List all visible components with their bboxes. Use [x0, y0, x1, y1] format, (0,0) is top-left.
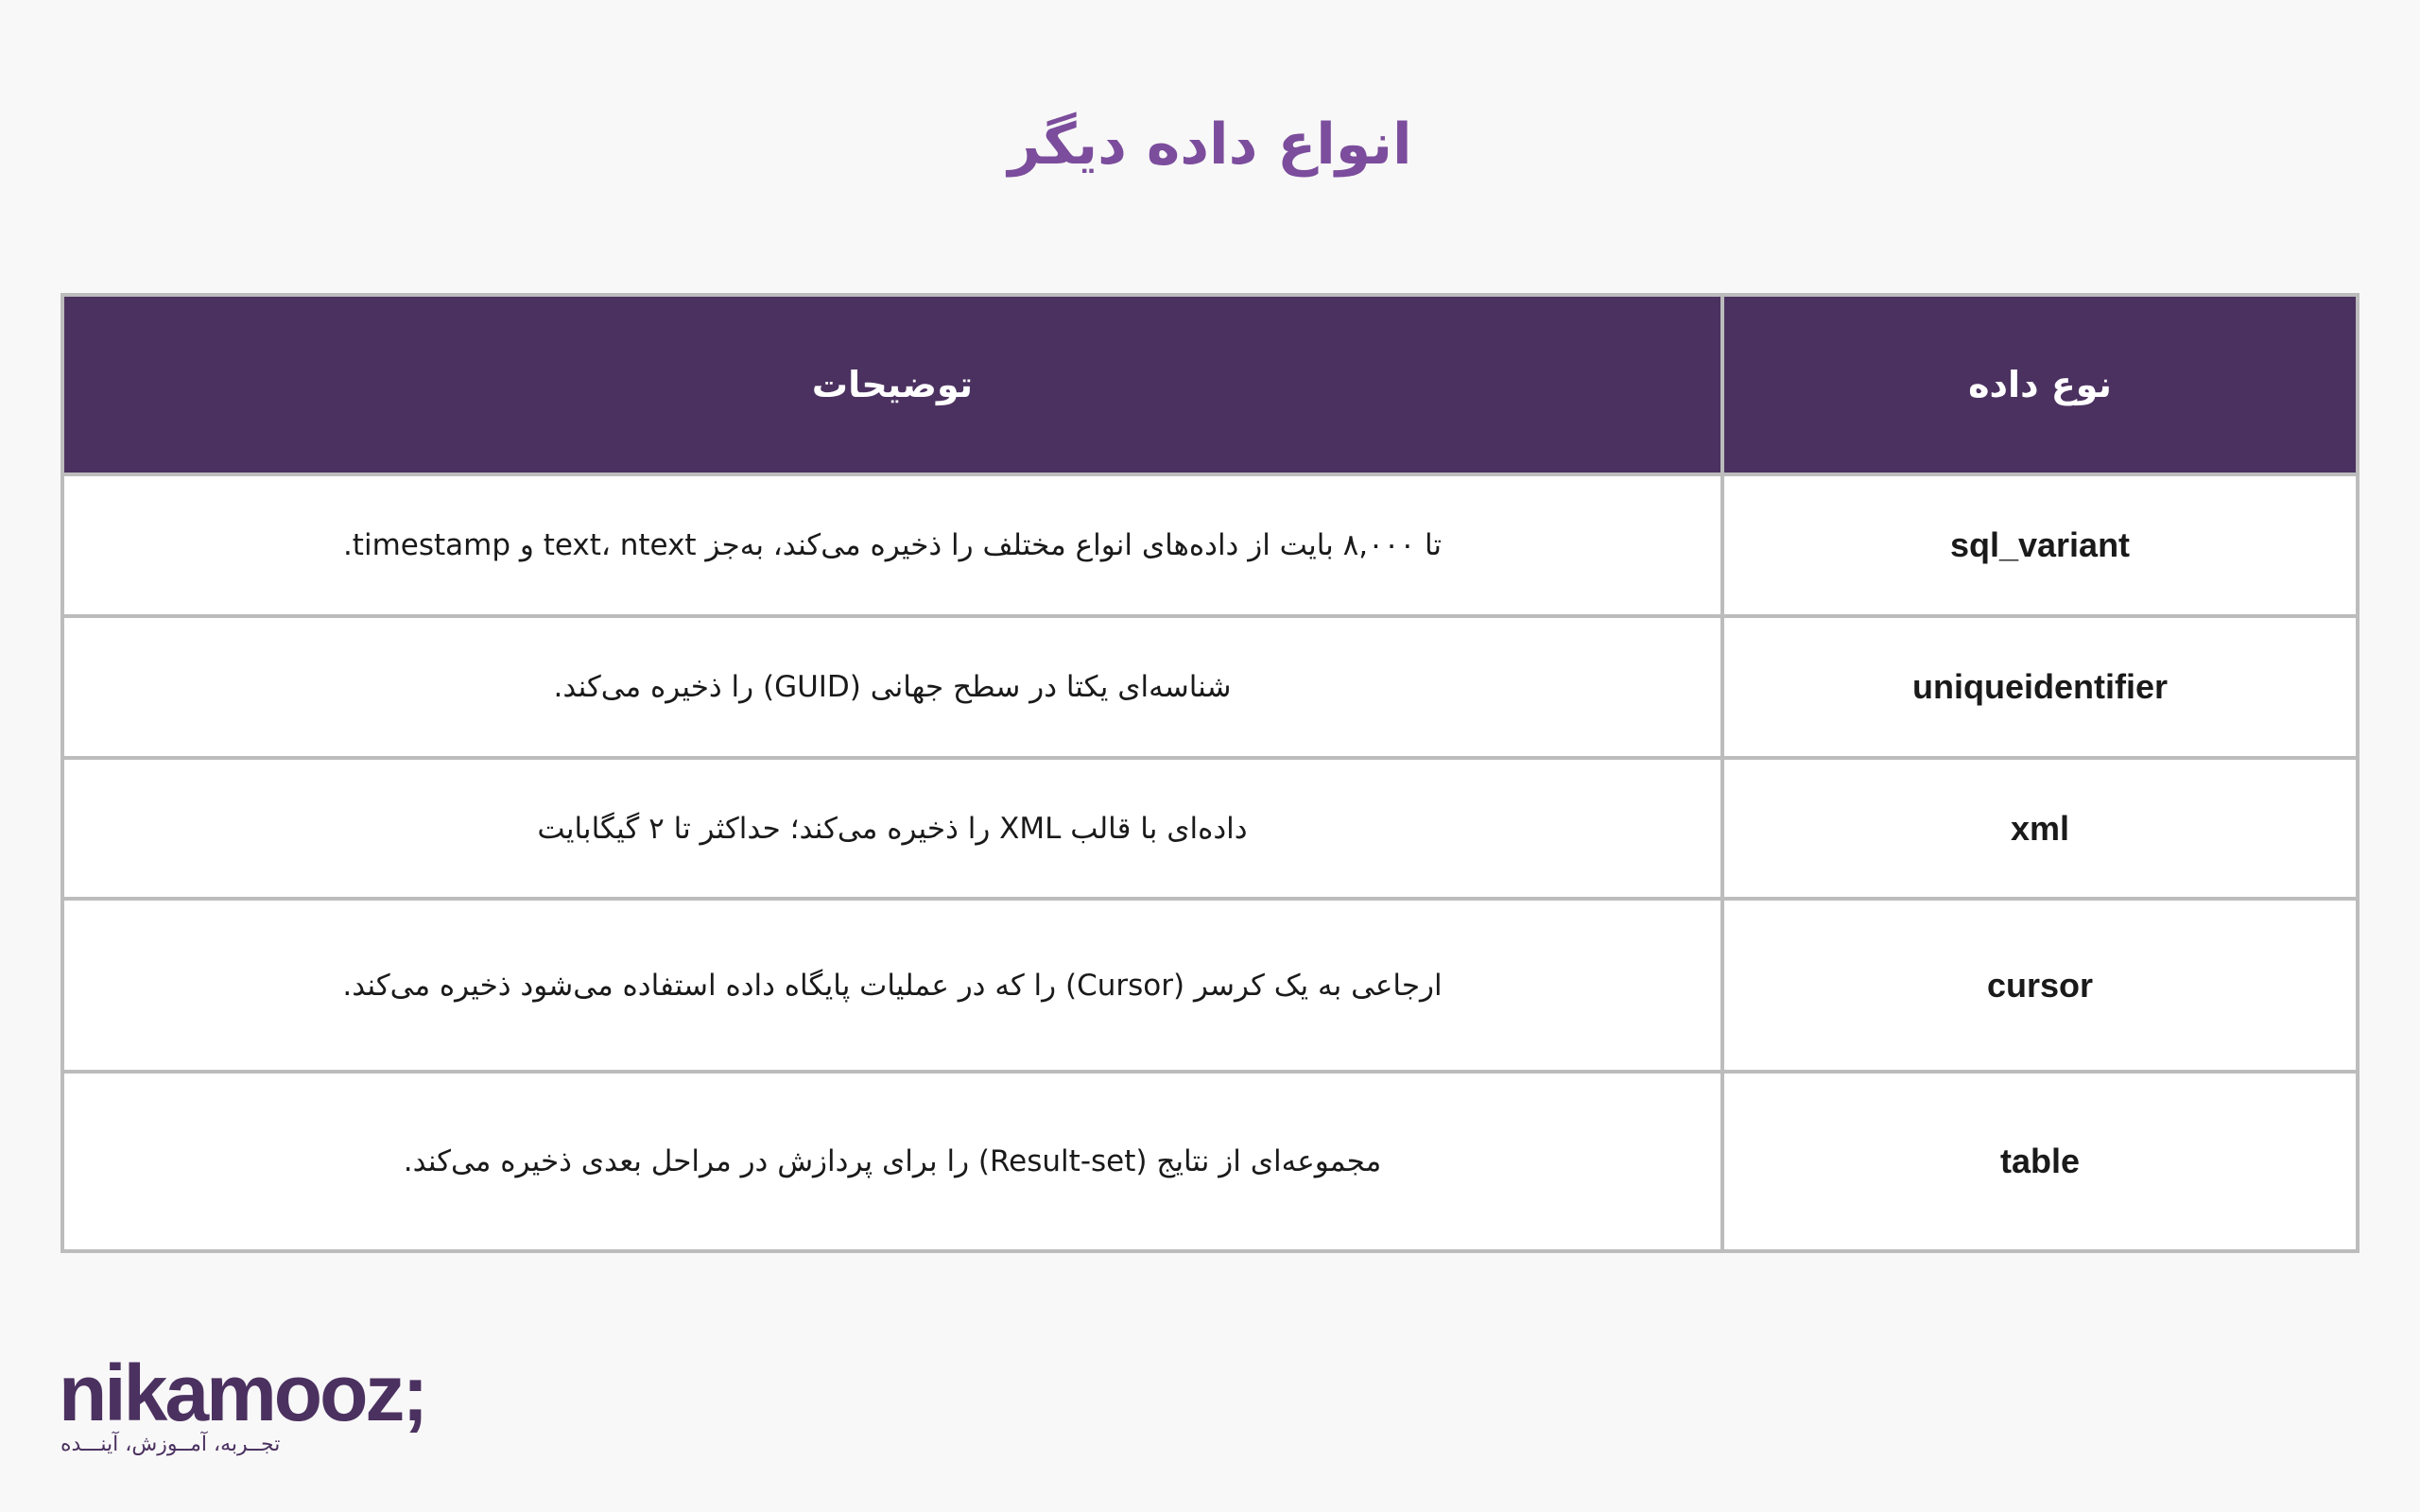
table-row: [64, 758, 2356, 900]
type-cell: table: [1722, 1072, 2356, 1249]
description-cell: مجموعه‌ای از نتایج (Result-set) را برای پردازش در مراحل بعدی ذخیره می‌کند.: [64, 1072, 1722, 1249]
logo-wordmark: nikamooz;: [59, 1349, 426, 1437]
type-cell: sql_variant: [1722, 474, 2356, 616]
description-cell: تا ۸,۰۰۰ بایت از داده‌های انواع مختلف را ذخیره می‌کند، به‌جز text، ntext و timestamp.: [64, 474, 1722, 616]
table-row: [64, 616, 2356, 758]
data-types-table: [60, 293, 2360, 1253]
nikamooz-logo: [59, 1349, 426, 1457]
header-description: توضیحات: [64, 297, 1722, 474]
table-header-row: [64, 297, 2356, 474]
description-cell: داده‌ای با قالب XML را ذخیره می‌کند؛ حداکثر تا ۲ گیگابایت: [64, 758, 1722, 900]
logo-tagline: تجــربه، آمــوزش، آینـــده: [60, 1433, 281, 1456]
table-row: [64, 899, 2356, 1071]
type-cell: cursor: [1722, 899, 2356, 1071]
page-title: انواع داده دیگر: [1008, 112, 1412, 178]
table-row: [64, 1072, 2356, 1249]
table-row: [64, 474, 2356, 616]
header-type: نوع داده: [1722, 297, 2356, 474]
type-cell: xml: [1722, 758, 2356, 900]
type-cell: uniqueidentifier: [1722, 616, 2356, 758]
description-cell: شناسه‌ای یکتا در سطح جهانی (GUID) را ذخیره می‌کند.: [64, 616, 1722, 758]
description-cell: ارجاعی به یک کرسر (Cursor) را که در عملیات پایگاه داده استفاده می‌شود ذخیره می‌کند.: [64, 899, 1722, 1071]
